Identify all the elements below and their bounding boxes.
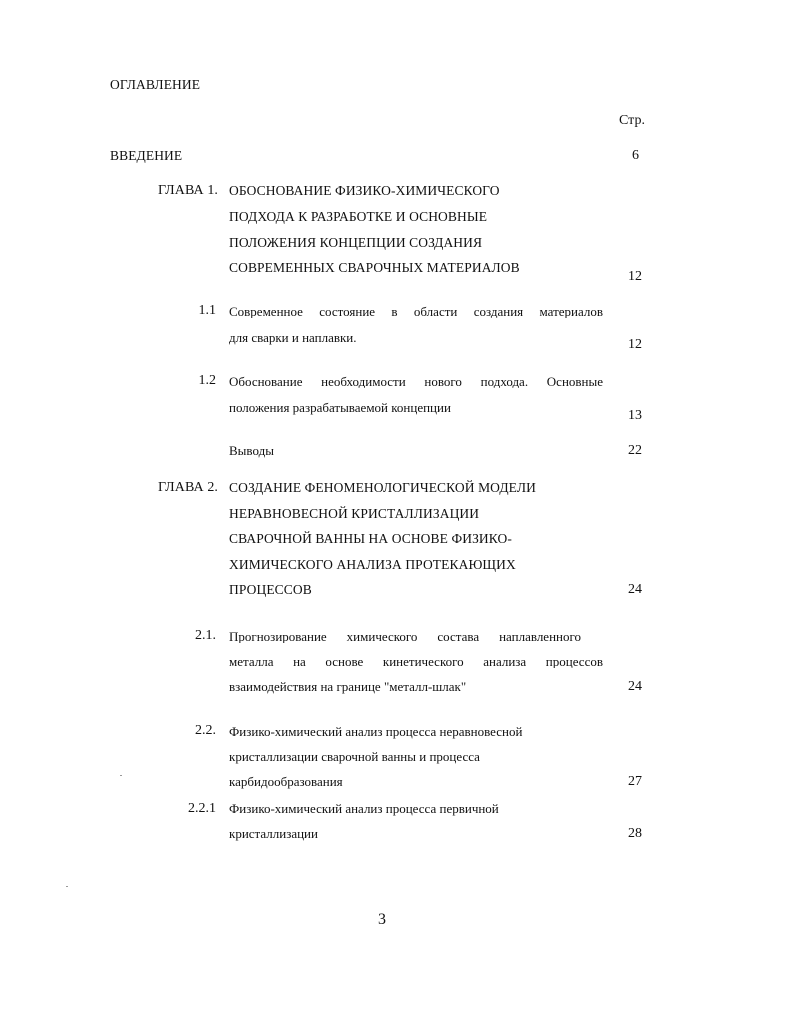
page-column-label: Стр. xyxy=(619,113,645,128)
chapter1-number: ГЛАВА 1. xyxy=(158,183,219,198)
chapter1-title-line: ПОЛОЖЕНИЯ КОНЦЕПЦИИ СОЗДАНИЯ xyxy=(229,235,483,250)
section-1-1-number: 1.1 xyxy=(198,303,216,318)
scan-speck xyxy=(120,775,122,776)
section-2-1-line: Прогнозирование химического состава наплавленного xyxy=(229,630,581,643)
chapter1-page: 12 xyxy=(628,269,642,284)
section-2-2-line: кристаллизации сварочной ванны и процесса xyxy=(229,749,480,764)
scan-speck xyxy=(66,886,68,887)
section-2-2-line: Физико-химический анализ процесса неравновесной xyxy=(229,724,523,739)
toc-title: ОГЛАВЛЕНИЕ xyxy=(110,77,201,92)
chapter1-title-line: ОБОСНОВАНИЕ ФИЗИКО-ХИМИЧЕСКОГО xyxy=(229,183,500,198)
section-2-1-number: 2.1. xyxy=(195,628,216,643)
section-1-2-line: Обоснование необходимости нового подхода. Основные xyxy=(229,375,603,388)
section-2-2-line: карбидообразования xyxy=(229,774,343,789)
section-2-2-1-number: 2.2.1 xyxy=(188,801,216,816)
conclusions-page: 22 xyxy=(628,443,642,458)
section-2-2-1-page: 28 xyxy=(628,826,642,841)
section-2-1-page: 24 xyxy=(628,679,642,694)
chapter2-title-line: СВАРОЧНОЙ ВАННЫ НА ОСНОВЕ ФИЗИКО- xyxy=(229,531,512,546)
section-1-2-line: положения разрабатываемой концепции xyxy=(229,400,451,415)
section-1-2-page: 13 xyxy=(628,408,642,423)
section-2-2-1-line: кристаллизации xyxy=(229,826,318,841)
chapter1-title-line: СОВРЕМЕННЫХ СВАРОЧНЫХ МАТЕРИАЛОВ xyxy=(229,260,520,275)
intro-label: ВВЕДЕНИЕ xyxy=(110,148,183,163)
chapter2-title-line: ХИМИЧЕСКОГО АНАЛИЗА ПРОТЕКАЮЩИХ xyxy=(229,557,516,572)
chapter2-page: 24 xyxy=(628,582,642,597)
conclusions-label: Выводы xyxy=(229,443,274,458)
chapter2-title-line: СОЗДАНИЕ ФЕНОМЕНОЛОГИЧЕСКОЙ МОДЕЛИ xyxy=(229,480,536,495)
section-2-2-number: 2.2. xyxy=(195,723,216,738)
section-1-1-page: 12 xyxy=(628,337,642,352)
chapter1-title-line: ПОДХОДА К РАЗРАБОТКЕ И ОСНОВНЫЕ xyxy=(229,209,488,224)
section-1-1-line: для сварки и наплавки. xyxy=(229,330,357,345)
section-2-1-line: металла на основе кинетического анализа процессов xyxy=(229,655,603,668)
section-1-2-number: 1.2 xyxy=(198,373,216,388)
page-number: 3 xyxy=(378,911,386,928)
section-2-2-1-line: Физико-химический анализ процесса первичной xyxy=(229,801,499,816)
intro-page: 6 xyxy=(632,148,639,163)
chapter2-title-line: ПРОЦЕССОВ xyxy=(229,582,312,597)
section-2-1-line: взаимодействия на границе "металл-шлак" xyxy=(229,679,467,694)
chapter2-number: ГЛАВА 2. xyxy=(158,480,219,495)
chapter2-title-line: НЕРАВНОВЕСНОЙ КРИСТАЛЛИЗАЦИИ xyxy=(229,506,480,521)
section-1-1-line: Современное состояние в области создания материалов xyxy=(229,305,603,318)
section-2-2-page: 27 xyxy=(628,774,642,789)
